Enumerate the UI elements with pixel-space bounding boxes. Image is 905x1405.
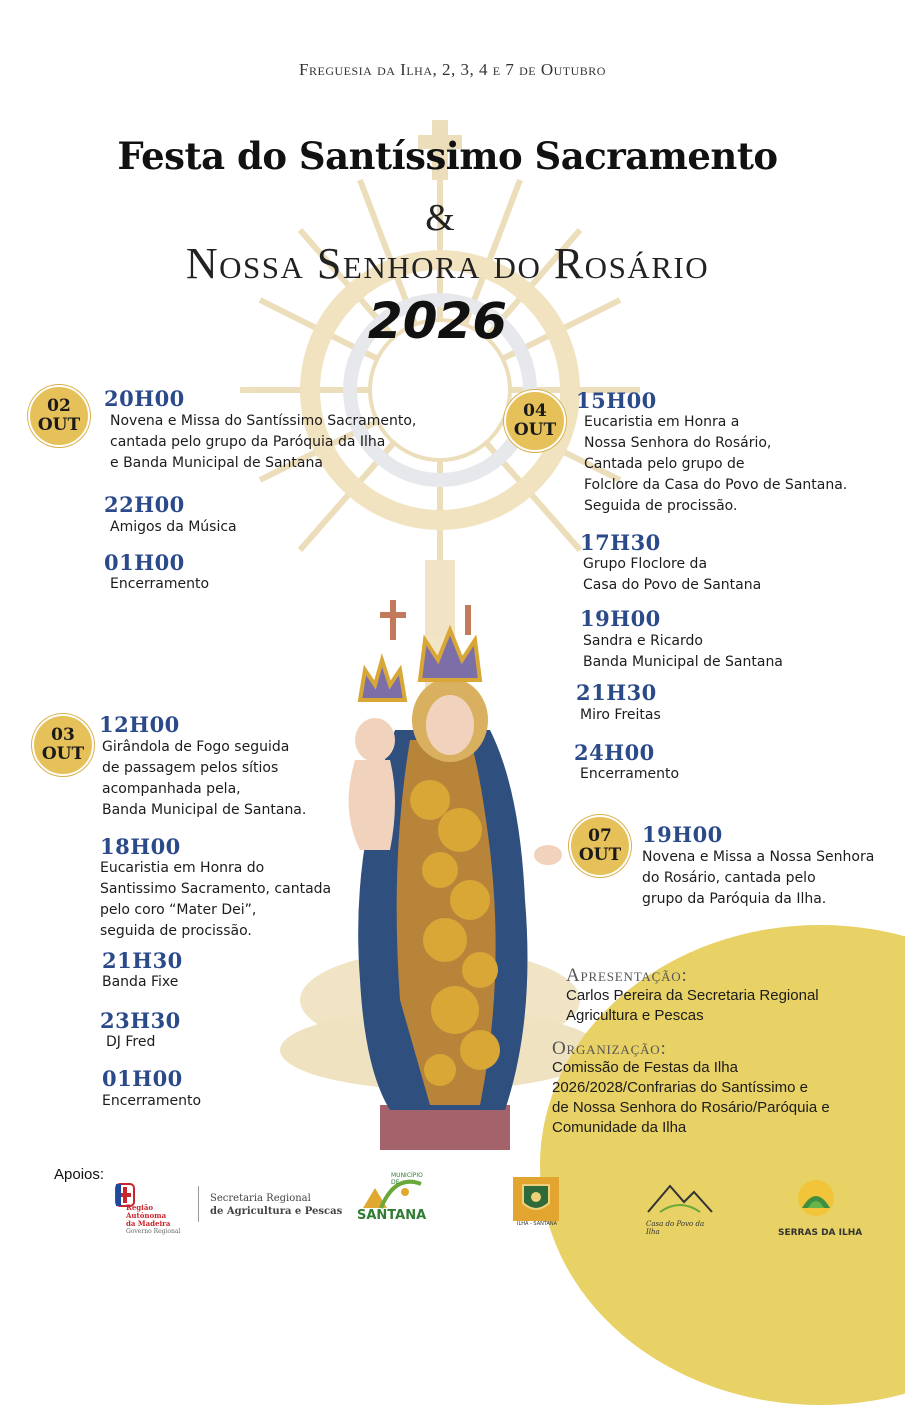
schedule-time: 12H00 [99,712,180,737]
badge-day: 02 [47,396,71,416]
schedule-time: 01H00 [102,1066,183,1091]
serras-name: SERRAS DA ILHA [778,1228,863,1238]
schedule-description: Girândola de Fogo seguida de passagem pelos sítios acompanhada pela, Banda Municipal de Santana. [102,739,307,818]
madeira-line3: Governo Regional [126,1228,181,1235]
page-subtitle: Nossa Senhora do Rosário [185,239,710,288]
madeira-government-logo [110,1180,195,1235]
badge-month: OUT [578,845,622,865]
day-badge-02 [28,385,90,447]
schedule-time: 18H00 [100,834,181,859]
schedule-time: 21H30 [102,948,183,973]
schedule-time: 22H00 [104,492,185,517]
day-badge-03 [32,714,94,776]
title-ampersand: & [425,197,455,239]
day-badge-07 [569,815,631,877]
secretaria-line1: Secretaria Regional [210,1193,311,1204]
schedule-description: Encerramento [110,576,210,592]
schedule-time: 23H30 [100,1008,181,1033]
schedule-description: Novena e Missa a Nossa Senhora do Rosário, cantada pelo grupo da Paróquia da Ilha. [642,849,875,907]
schedule-description: Eucaristia em Honra do Santissimo Sacramento, cantada pelo coro “Mater Dei”, seguida de procissão. [100,860,332,939]
schedule-time: 20H00 [104,386,185,411]
badge-month: OUT [513,420,557,440]
serras-leaf-icon [796,1178,836,1218]
casa-do-povo-caption: Casa do Povo da Ilha [646,1220,705,1236]
event-location-dates: Freguesia da Ilha, 2, 3, 4 e 7 de Outubro [299,60,606,79]
ilha-crest-caption: ILHA - SANTANA [517,1221,558,1227]
schedule-time: 24H00 [574,740,655,765]
schedule-time: 19H00 [580,606,661,631]
santana-municipality-logo [355,1172,430,1227]
schedule-description: Novena e Missa do Santíssimo Sacramento, cantada pelo grupo da Paróquia da Ilha e Banda Municipal de Santana [110,413,417,471]
organization-text: Comissão de Festas da Ilha 2026/2028/Confrarias do Santíssimo e de Nossa Senhora do Rosário/Paróquia e Comunidade da Ilha [552,1059,830,1136]
schedule-description: Encerramento [102,1093,202,1109]
badge-month: OUT [37,415,81,435]
santana-arc-text: MUNICÍPIO DE [391,1172,423,1186]
schedule-description: Encerramento [580,766,680,782]
schedule-time: 17H30 [580,530,661,555]
schedule-description: Amigos da Música [110,519,237,535]
schedule-description: Eucaristia em Honra a Nossa Senhora do Rosário, Cantada pelo grupo de Folclore da Casa do Povo de Santana. Seguida de procissão. [584,414,848,514]
schedule-time: 19H00 [642,822,723,847]
presentation-label: Apresentação: [566,965,688,986]
schedule-description: Sandra e Ricardo Banda Municipal de Santana [583,633,783,670]
badge-day: 03 [51,725,75,745]
event-year: 2026 [367,292,508,350]
badge-day: 07 [588,826,612,846]
schedule-description: Miro Freitas [580,707,661,723]
secretaria-logo [210,1192,342,1218]
ilha-parish-crest [513,1177,559,1227]
badge-day: 04 [523,401,547,421]
virgin-statue-image [320,600,570,1150]
madeira-line1: Região Autónoma [126,1203,167,1220]
schedule-time: 21H30 [576,680,657,705]
schedule-description: Banda Fixe [102,974,179,990]
madeira-line2: da Madeira [126,1219,171,1228]
secretaria-line2: de Agricultura e Pescas [210,1206,343,1217]
presentation-text: Carlos Pereira da Secretaria Regional Agricultura e Pescas [566,987,819,1024]
ilha-crest-icon [513,1177,559,1221]
logo-divider [198,1186,199,1222]
santana-name: SANTANA [357,1208,427,1223]
schedule-description: Grupo Floclore da Casa do Povo de Santana [583,556,762,593]
supporters-label: Apoios: [54,1166,105,1183]
page-title: Festa do Santíssimo Sacramento [117,134,778,178]
organization-label: Organização: [552,1038,667,1059]
serras-da-ilha-logo [776,1178,866,1240]
badge-month: OUT [41,744,85,764]
casa-do-povo-logo [640,1180,720,1236]
casa-do-povo-mountain-icon [640,1180,720,1218]
day-badge-04 [504,390,566,452]
schedule-time: 01H00 [104,550,185,575]
schedule-time: 15H00 [576,388,657,413]
schedule-description: DJ Fred [106,1034,156,1050]
